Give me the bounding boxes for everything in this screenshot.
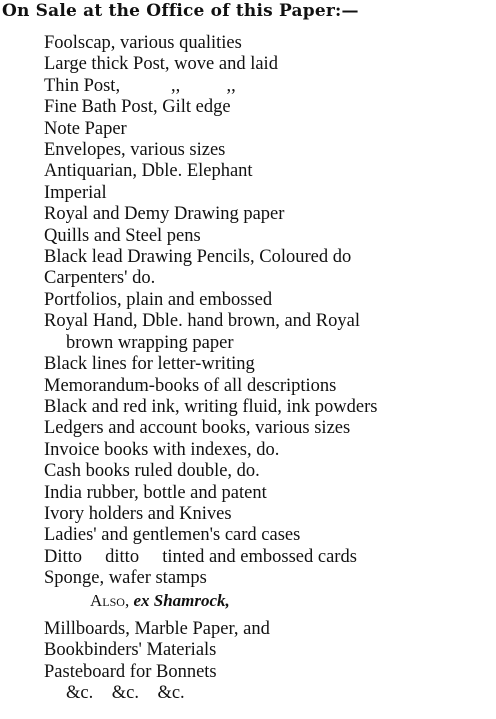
list-item: Ladies' and gentlemen's card cases	[44, 525, 301, 546]
list-item: Black and red ink, writing fluid, ink powders	[44, 396, 378, 417]
list-item: Royal Hand, Dble. hand brown, and Royal	[44, 311, 360, 332]
list-item: Memorandum-books of all descriptions	[44, 375, 337, 396]
stationery-list	[44, 33, 494, 705]
list-item: Fine Bath Post, Gilt edge	[44, 97, 231, 118]
list-item: Pasteboard for Bonnets	[44, 661, 217, 682]
list-item: Imperial	[44, 182, 107, 203]
list-item-continuation: brown wrapping paper	[66, 332, 234, 353]
list-item: Thin Post, ,, ,,	[44, 75, 236, 96]
list-item: Envelopes, various sizes	[44, 140, 226, 161]
etc-line: &c. &c. &c.	[66, 683, 185, 704]
list-item: Foolscap, various qualities	[44, 33, 242, 53]
list-item: Black lead Drawing Pencils, Coloured do	[44, 247, 352, 268]
also-word: Also,	[90, 590, 130, 610]
advertisement-heading: On Sale at the Office of this Paper:—	[2, 1, 359, 21]
also-source: ex Shamrock,	[133, 590, 230, 610]
list-item: Millboards, Marble Paper, and	[44, 618, 270, 639]
list-item: Cash books ruled double, do.	[44, 461, 260, 482]
list-item: Ivory holders and Knives	[44, 503, 232, 524]
list-item: Antiquarian, Dble. Elephant	[44, 161, 253, 182]
also-line	[44, 590, 494, 611]
list-item: Ditto ditto tinted and embossed cards	[44, 546, 357, 567]
list-item: Sponge, wafer stamps	[44, 568, 207, 589]
list-item: Portfolios, plain and embossed	[44, 289, 273, 310]
list-item: Quills and Steel pens	[44, 225, 201, 246]
list-item: Note Paper	[44, 118, 127, 139]
list-item: Bookbinders' Materials	[44, 640, 217, 661]
list-item: Black lines for letter-writing	[44, 354, 255, 375]
list-item: Invoice books with indexes, do.	[44, 439, 280, 460]
list-item: India rubber, bottle and patent	[44, 482, 267, 503]
list-item: Royal and Demy Drawing paper	[44, 204, 285, 225]
list-item: Ledgers and account books, various sizes	[44, 418, 351, 439]
list-item: Large thick Post, wove and laid	[44, 54, 278, 75]
list-item: Carpenters' do.	[44, 268, 156, 289]
